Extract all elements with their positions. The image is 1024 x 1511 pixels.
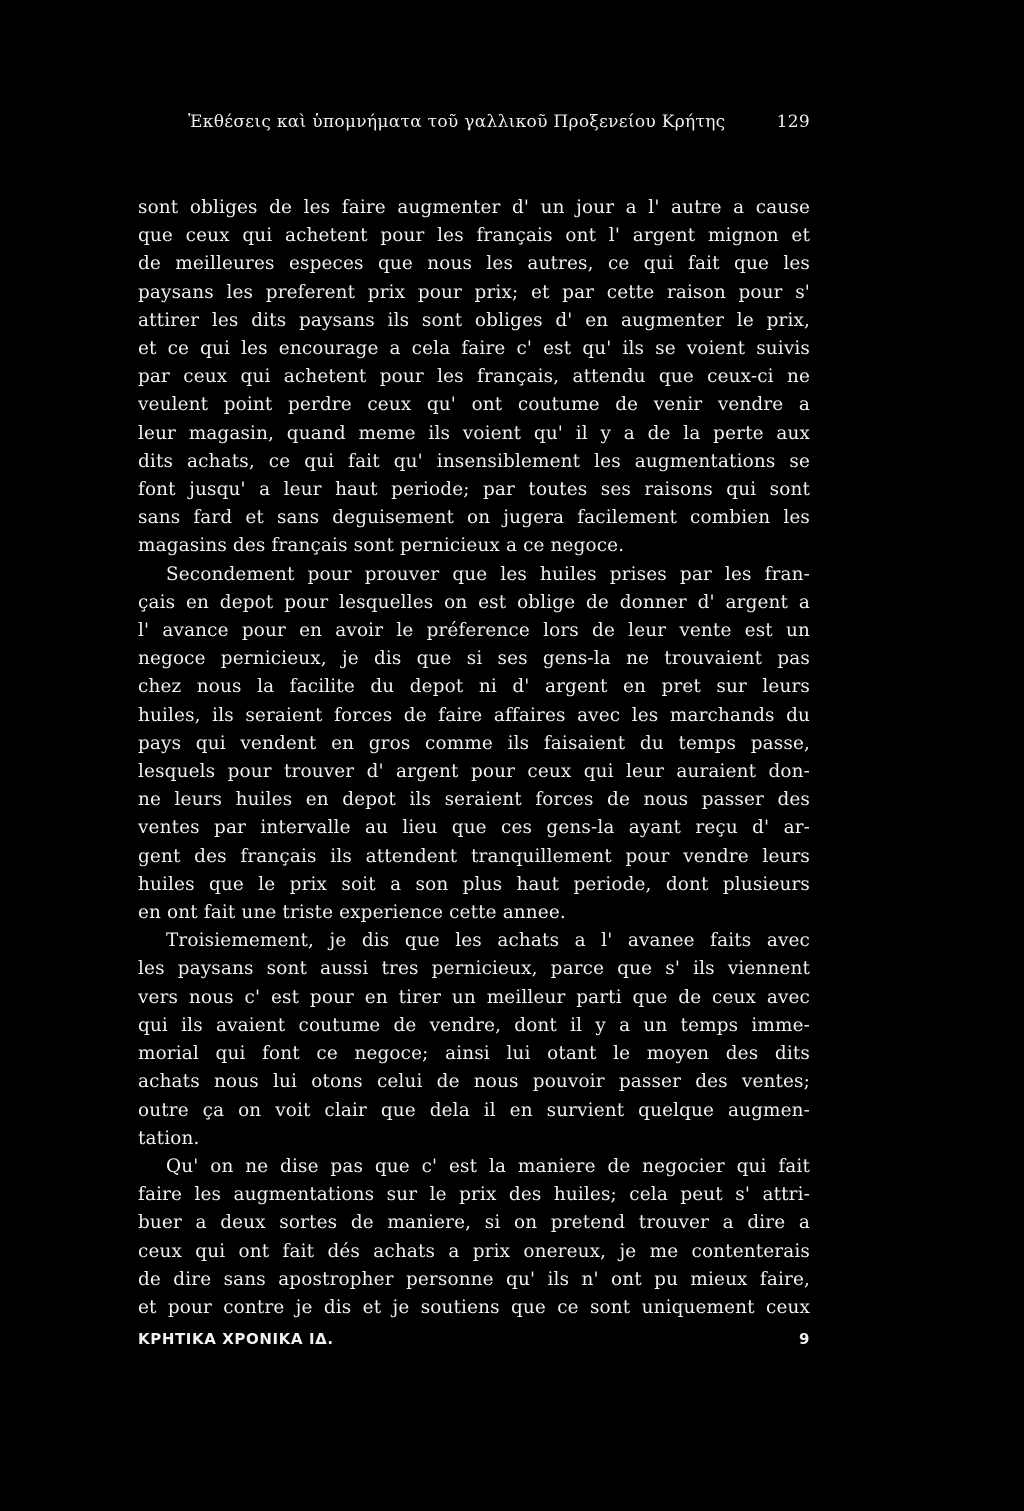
text-line: pays qui vendent en gros comme ils faisaient du temps passe, [138,732,810,754]
paragraph [138,194,810,561]
text-line: les paysans sont aussi tres pernicieux, parce que s' ils viennent [138,958,810,980]
text-line: magasins des français sont pernicieux a ce negoce. [138,535,625,557]
text-line: çais en depot pour lesquelles on est oblige de donner d' argent a [138,591,810,613]
text-line: outre ça on voit clair que dela il en survient quelque augmen- [138,1099,810,1121]
text-line: huiles que le prix soit a son plus haut periode, dont plusieurs [138,873,810,895]
text-line: negoce pernicieux, je dis que si ses gens-la ne trouvaient pas [138,648,810,670]
text-line: veulent point perdre ceux qu' ont coutume de venir vendre a [138,394,810,416]
text-line: paysans les preferent prix pour prix; et par cette raison pour s' [138,281,810,303]
text-line: morial qui font ce negoce; ainsi lui otant le moyen des dits [138,1043,810,1065]
text-line: chez nous la facilite du depot ni d' argent en pret sur leurs [138,676,810,698]
text-line: font jusqu' a leur haut periode; par toutes ses raisons qui sont [138,479,810,501]
text-line: huiles, ils seraient forces de faire affaires avec les marchands du [138,704,810,726]
text-line: attirer les dits paysans ils sont obliges d' en augmenter le prix, [138,309,810,331]
text-line: qui ils avaient coutume de vendre, dont il y a un temps imme- [138,1014,810,1036]
text-line: de meilleures especes que nous les autres, ce qui fait que les [138,253,810,275]
text-line: Qu' on ne dise pas que c' est la maniere de negocier qui fait [166,1155,810,1177]
text-line: sont obliges de les faire augmenter d' un jour a l' autre a cause [138,197,810,218]
text-line: que ceux qui achetent pour les français ont l' argent mignon et [138,225,810,247]
text-line: l' avance pour en avoir le préference lors de leur vente est un [138,620,810,642]
text-line: en ont fait une triste experience cette annee. [138,902,566,924]
body-text [138,194,810,1322]
text-line: sans fard et sans deguisement on jugera facilement combien les [138,507,810,529]
text-line: et ce qui les encourage a cela faire c' est qu' ils se voient suivis [138,338,810,360]
text-line: tation. [138,1127,200,1149]
footer-journal-title: ΚΡΗΤΙΚΑ ΧΡΟΝΙΚΑ ΙΔ. [138,1330,334,1349]
text-line: leur magasin, quand meme ils voient qu' il y a de la perte aux [138,422,810,444]
text-line: Troisiemement, je dis que les achats a l' avanee faits avec [166,930,810,952]
paragraph [138,561,810,928]
footer-signature-number: 9 [798,1330,810,1349]
text-line: ceux qui ont fait dés achats a prix onereux, je me contenterais [138,1240,810,1262]
paragraph [138,1153,810,1322]
text-line: achats nous lui otons celui de nous pouvoir passer des ventes; [138,1071,810,1093]
text-line: et pour contre je dis et je soutiens que ce sont uniquement ceux [138,1296,810,1318]
document-page [138,112,810,1348]
text-line: vers nous c' est pour en tirer un meilleur parti que de ceux avec [138,986,810,1008]
text-line: ventes par intervalle au lieu que ces gens-la ayant reçu d' ar- [138,817,810,839]
running-head-title: Ἐκθέσεις καὶ ὑπομνήματα τοῦ γαλλικοῦ Προξενείου Κρήτης [188,112,726,132]
text-line: buer a deux sortes de maniere, si on pretend trouver a dire a [138,1212,810,1234]
text-line: de dire sans apostropher personne qu' ils n' ont pu mieux faire, [138,1268,810,1290]
text-line: Secondement pour prouver que les huiles prises par les fran- [166,563,810,585]
running-head [188,112,810,142]
text-line: gent des français ils attendent tranquillement pour vendre leurs [138,845,810,867]
page-footer [138,1330,810,1348]
text-line: ne leurs huiles en depot ils seraient forces de nous passer des [138,789,810,811]
paragraph [138,927,810,1153]
text-line: lesquels pour trouver d' argent pour ceux qui leur auraient don- [138,761,810,783]
text-line: dits achats, ce qui fait qu' insensiblement les augmentations se [138,450,810,472]
page-number: 129 [776,112,810,132]
text-line: par ceux qui achetent pour les français, attendu que ceux-ci ne [138,366,810,388]
text-line: faire les augmentations sur le prix des huiles; cela peut s' attri- [138,1184,810,1206]
